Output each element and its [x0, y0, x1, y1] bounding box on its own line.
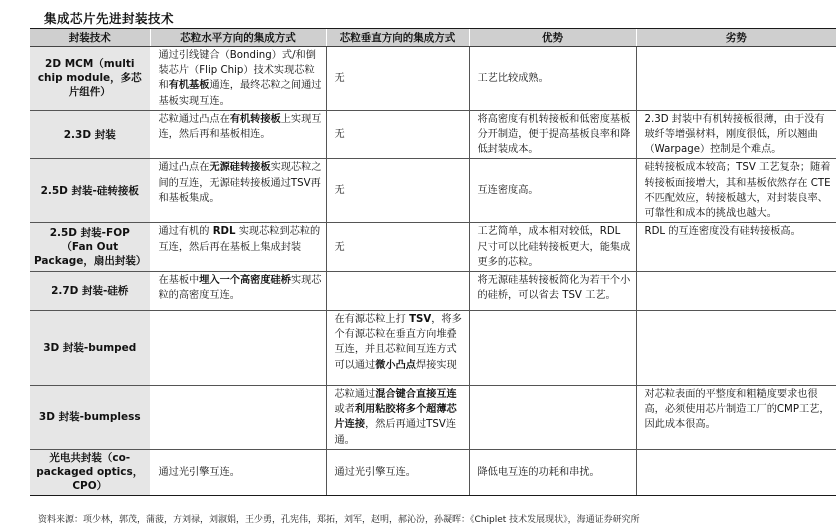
cell-text-part: 或者 [334, 404, 355, 416]
cell-tech: 2.7D 封装-硅桥 [30, 272, 150, 311]
cell-tech: 3D 封装-bumpless [30, 386, 150, 450]
emphasis-text: 无源硅转接板 [209, 162, 271, 174]
cell-horizontal [150, 159, 326, 223]
cell-advantage: 将无源硅基转接板简化为若干个小的硅桥，可以省去 TSV 工艺。 [469, 272, 636, 311]
table-row [30, 47, 836, 111]
table-row [30, 449, 836, 495]
cell-advantage: 工艺简单，成本相对较低，RDL 尺寸可以比硅转接板更大，能集成更多的芯粒。 [469, 223, 636, 272]
cell-advantage [469, 311, 636, 386]
cell-disadvantage: RDL 的互连密度没有硅转接板高。 [636, 223, 836, 272]
packaging-table [30, 29, 836, 496]
cell-text-part: 焊接实现 [416, 359, 457, 371]
cell-text-part: 通过有机的 [158, 226, 213, 238]
cell-disadvantage [636, 311, 836, 386]
cell-disadvantage: 2.3D 封装中有机转接板很薄，由于没有玻纤等增强材料，刚度很低，所以翘曲（Warpage）控制是个难点。 [636, 110, 836, 159]
cell-tech: 光电共封装（co-packaged optics，CPO） [30, 449, 150, 495]
cell-text-part: 芯粒通过凸点在 [158, 113, 230, 125]
header-disadvantage: 劣势 [636, 29, 836, 47]
emphasis-text: 有机基板 [168, 80, 210, 92]
cell-horizontal [150, 110, 326, 159]
table-body [30, 47, 836, 496]
cell-text-part: 通过凸点在 [158, 162, 210, 174]
cell-text-part: 芯粒通过 [334, 389, 376, 401]
cell-tech: 2.5D 封装-FOP（Fan Out Package，扇出封装） [30, 223, 150, 272]
cell-vertical: 通过光引擎互连。 [326, 449, 469, 495]
cell-advantage [469, 386, 636, 450]
cell-tech: 2D MCM（multi chip module，多芯片组件） [30, 47, 150, 111]
emphasis-text: 利用粘胶将多个超薄芯片连接 [334, 404, 457, 431]
emphasis-text: 埋入一个高密度硅桥 [199, 275, 291, 287]
emphasis-text: 混合键合直接互连 [375, 389, 457, 401]
header-advantage: 优势 [469, 29, 636, 47]
cell-advantage: 将高密度有机转接板和低密度基板分开制造，便于提高基板良率和降低封装成本。 [469, 110, 636, 159]
cell-text-part: ，将多个有源芯粒在垂直方向堆叠互连，并且芯粒间互连方式可以通过 [334, 314, 462, 371]
cell-vertical: 无 [326, 47, 469, 111]
cell-disadvantage [636, 449, 836, 495]
header-vertical: 芯粒垂直方向的集成方式 [326, 29, 469, 47]
cell-tech: 3D 封装-bumped [30, 311, 150, 386]
cell-vertical [326, 272, 469, 311]
cell-horizontal [150, 386, 326, 450]
cell-vertical [326, 311, 469, 386]
cell-horizontal [150, 449, 326, 495]
cell-text-part: 实现芯粒的高密度互连。 [158, 275, 322, 302]
emphasis-text: RDL [212, 226, 236, 238]
table-row [30, 311, 836, 386]
table-row [30, 159, 836, 223]
cell-text-part: 上实现互连，然后再和基板相连。 [158, 113, 322, 141]
cell-advantage: 降低电互连的功耗和串扰。 [469, 449, 636, 495]
cell-text-part: 实现芯粒之间的互连，无源硅转接板通过TSV再和基板集成。 [158, 162, 322, 204]
header-tech: 封装技术 [30, 29, 150, 47]
table-row [30, 223, 836, 272]
table-title: 集成芯片先进封装技术 [44, 11, 175, 26]
cell-text-part: 通过引线键合（Bonding）式/和倒装芯片（Flip Chip）技术实现芯粒和 [158, 50, 316, 92]
cell-disadvantage: 对芯粒表面的平整度和粗糙度要求也很高，必须使用芯片制造工厂的CMP工艺，因此成本很高。 [636, 386, 836, 450]
cell-text-part: ，然后再通过TSV连通。 [334, 419, 457, 446]
cell-vertical: 无 [326, 110, 469, 159]
cell-tech: 2.5D 封装-硅转接板 [30, 159, 150, 223]
header-row [30, 29, 836, 47]
cell-disadvantage: 硅转接板成本较高；TSV 工艺复杂；随着转接板面接增大，其和基板依然存在 CTE 不匹配效应，转接板越大，对封装良率、可靠性和成本的挑战也越大。 [636, 159, 836, 223]
title-bar [30, 6, 836, 29]
table-row [30, 272, 836, 311]
cell-horizontal [150, 272, 326, 311]
cell-text-part: 通过光引擎互连。 [158, 466, 240, 478]
cell-advantage: 互连密度高。 [469, 159, 636, 223]
source-note: 资料来源：项少林，郭茂，蒲菠，方刘禄，刘淑娟，王少勇，孔宪伟，郑拓，刘军，赵明，郝沁汾，孙凝晖：《Chiplet 技术发展现状》，海通证券研究所 [38, 515, 640, 525]
cell-advantage: 工艺比较成熟。 [469, 47, 636, 111]
emphasis-text: TSV [409, 314, 432, 326]
cell-disadvantage [636, 47, 836, 111]
cell-text-part: 实现芯粒到芯粒的互连，然后再在基板上集成封装 [158, 226, 321, 253]
cell-horizontal [150, 47, 326, 111]
cell-vertical [326, 386, 469, 450]
cell-tech: 2.3D 封装 [30, 110, 150, 159]
cell-text-part: 通连，最终芯粒之间通过基板实现互连。 [158, 80, 322, 107]
emphasis-text: 有机转接板 [229, 113, 281, 125]
emphasis-text: 微小凸点 [375, 359, 416, 371]
cell-text-part: 在基板中 [158, 275, 200, 287]
cell-vertical: 无 [326, 223, 469, 272]
cell-horizontal [150, 311, 326, 386]
cell-text-part: 在有源芯粒上打 [334, 314, 410, 326]
cell-disadvantage [636, 272, 836, 311]
cell-horizontal [150, 223, 326, 272]
header-horizontal: 芯粒水平方向的集成方式 [150, 29, 326, 47]
cell-vertical: 无 [326, 159, 469, 223]
table-row [30, 110, 836, 159]
table-row [30, 386, 836, 450]
